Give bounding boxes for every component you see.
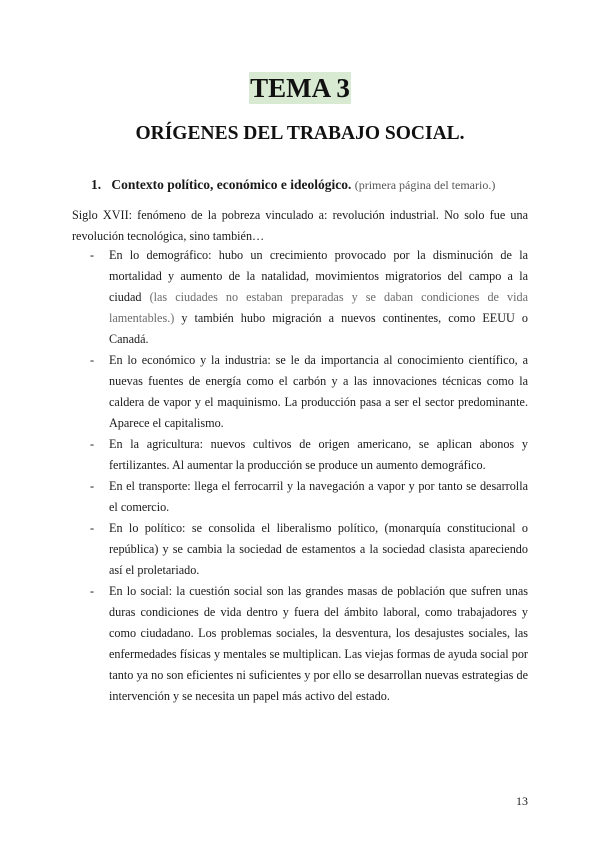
- bullet-text: En el transporte: llega el ferrocarril y la navegación a vapor y por tanto se desarrolla el comercio.: [109, 479, 528, 514]
- bullet-dash: -: [90, 248, 95, 262]
- bullet-text: En lo social: la cuestión social son las grandes masas de población que sufren unas duras condiciones de vida dentro y fuera del ámbito laboral, como trabajadores y como ciudadano. Los problemas sociales, la desventura, los desajustes sociales, las enfermedades físicas y mentales se multiplican. Las viejas formas de ayuda social por tanto ya no son eficientes ni suficientes y por ello se desarrollan nuevas estrategias de intervención y se necesita un papel más activo del estado.: [109, 584, 528, 703]
- tema-heading: TEMA 3: [250, 73, 350, 103]
- bullet-text: En lo demográfico: hubo un crecimiento provocado por la disminución de la mortalidad y aumento de la natalidad, movimientos migratorios del campo a la ciudad: [109, 248, 528, 304]
- bullet-dash: -: [90, 584, 95, 598]
- bullet-dash: -: [90, 521, 95, 535]
- bullet-text: En lo político: se consolida el liberalismo político, (monarquía constitucional o república) y se cambia la sociedad de estamentos a la sociedad clasista apareciendo así el proletariado.: [109, 521, 528, 577]
- tema-heading-wrap: [0, 72, 600, 104]
- list-item: [90, 518, 528, 581]
- section-heading: [91, 176, 495, 194]
- bullet-text: y también hubo migración a nuevos continentes, como EEUU o Canadá.: [109, 311, 528, 346]
- page-number: 13: [516, 794, 528, 808]
- section-title: Contexto político, económico e ideológico.: [111, 177, 352, 192]
- list-item: [90, 581, 528, 707]
- list-item: [90, 350, 528, 434]
- bullet-text: En la agricultura: nuevos cultivos de origen americano, se aplican abonos y fertilizantes. Al aumentar la producción se produce un aumento demográfico.: [109, 437, 528, 472]
- bullet-text-gray: (las ciudades no estaban preparadas y se daban condiciones de vida lamentables.): [109, 290, 528, 325]
- bullet-text: En lo económico y la industria: se le da importancia al conocimiento científico, a nuevas fuentes de energía como el carbón y a las innovaciones técnicas como la caldera de vapor y el maquinismo. La producción pasa a ser el sector predominante. Aparece el capitalismo.: [109, 353, 528, 430]
- bullet-dash: -: [90, 479, 95, 493]
- list-item: [90, 476, 528, 518]
- list-item: [90, 245, 528, 350]
- bullet-dash: -: [90, 353, 95, 367]
- section-number: 1.: [91, 177, 102, 192]
- chapter-subtitle: ORÍGENES DEL TRABAJO SOCIAL.: [135, 123, 465, 144]
- bullet-dash: -: [90, 437, 95, 451]
- intro-paragraph: Siglo XVII: fenómeno de la pobreza vinculado a: revolución industrial. No solo fue una revolución tecnológica, sino también…: [72, 208, 528, 243]
- section-note: (primera página del temario.): [354, 178, 496, 192]
- list-item: [90, 434, 528, 476]
- bullet-list: [90, 245, 528, 707]
